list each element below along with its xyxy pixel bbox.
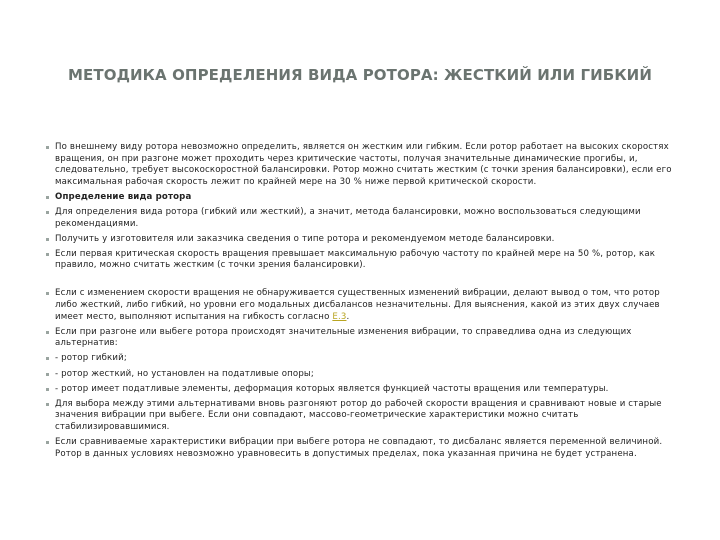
list-item [46, 437, 676, 460]
list-item-text: Для выбора между этими альтернативами вновь разгоняют ротор до рабочей скорости вращения и сравнивают новые и старые значения вибрации при выбеге. Если они совпадают, массово-геометрические характеристики можно считать стабилизировавшимися. [55, 398, 662, 432]
list-item [46, 142, 676, 188]
bullet-marker [46, 253, 49, 256]
list-item [46, 249, 676, 272]
bullet-marker [46, 238, 49, 241]
bullet-marker [46, 441, 49, 444]
list-item [46, 384, 676, 396]
list-item [46, 399, 676, 434]
bullet-marker [46, 196, 49, 199]
bullet-list [46, 142, 676, 464]
list-item-text: По внешнему виду ротора невозможно определить, является он жестким или гибким. Если ротор работает на высоких скоростях вращения, он при разгоне может проходить через критические частоты, получая значительные динамические прогибы, и, следовательно, требует высокоскоростной балансировки. Ротор можно считать жестким (с точки зрения балансировки), если его максимальная рабочая скорость лежит по крайней мере на 30 % ниже первой критической скорости. [55, 142, 672, 187]
section-heading-item [46, 192, 676, 204]
list-item [46, 369, 676, 381]
list-item [46, 234, 676, 246]
bullet-marker [46, 211, 49, 214]
bullet-marker [46, 331, 49, 334]
slide-title: МЕТОДИКА ОПРЕДЕЛЕНИЯ ВИДА РОТОРА: ЖЕСТКИЙ ИЛИ ГИБКИЙ [68, 66, 652, 84]
list-item-text: Если при разгоне или выбеге ротора происходят значительные изменения вибрации, то справедлива одна из следующих альтернатив: [55, 326, 632, 349]
list-item [46, 288, 676, 323]
list-item [46, 207, 676, 230]
list-item-text: - ротор имеет податливые элементы, деформация которых является функцией частоты вращения или температуры. [55, 383, 609, 394]
list-item-text: - ротор жесткий, но установлен на податливые опоры; [55, 368, 314, 379]
list-item-text-end: . [346, 311, 350, 322]
bullet-marker [46, 373, 49, 376]
spacer [46, 275, 676, 288]
bullet-marker [46, 292, 49, 295]
list-item-text: Если первая критическая скорость вращения превышает максимальную рабочую частоту по крайней мере на 50 %, ротор, как правило, можно считать жестким (с точки зрения балансировки). [55, 248, 656, 271]
reference-link[interactable]: Е.3 [332, 311, 347, 322]
bullet-marker [46, 388, 49, 391]
list-item-text: Получить у изготовителя или заказчика сведения о типе ротора и рекомендуемом методе балансировки. [55, 233, 555, 244]
bullet-marker [46, 146, 49, 149]
list-item-text: - ротор гибкий; [55, 353, 127, 364]
list-item-text: Для определения вида ротора (гибкий или жесткий), а значит, метода балансировки, можно воспользоваться следующими рекомендациями. [55, 206, 641, 229]
list-item [46, 353, 676, 365]
bullet-marker [46, 357, 49, 360]
list-item-text: Если сравниваемые характеристики вибрации при выбеге ротора не совпадают, то дисбаланс является переменной величиной. Ротор в данных условиях невозможно уравновесить в допустимых пределах, пока указанная причина не будет устранена. [55, 436, 663, 459]
list-item-text: Если с изменением скорости вращения не обнаруживается существенных изменений вибрации, делают вывод о том, что ротор либо жесткий, либо гибкий, но уровни его модальных дисбалансов незначительны. Для выяснения, какой из этих двух случаев имеет место, выполняют испытания на гибкость согласно [55, 288, 660, 322]
list-item [46, 327, 676, 350]
bullet-marker [46, 403, 49, 406]
section-heading: Определение вида ротора [55, 191, 192, 202]
